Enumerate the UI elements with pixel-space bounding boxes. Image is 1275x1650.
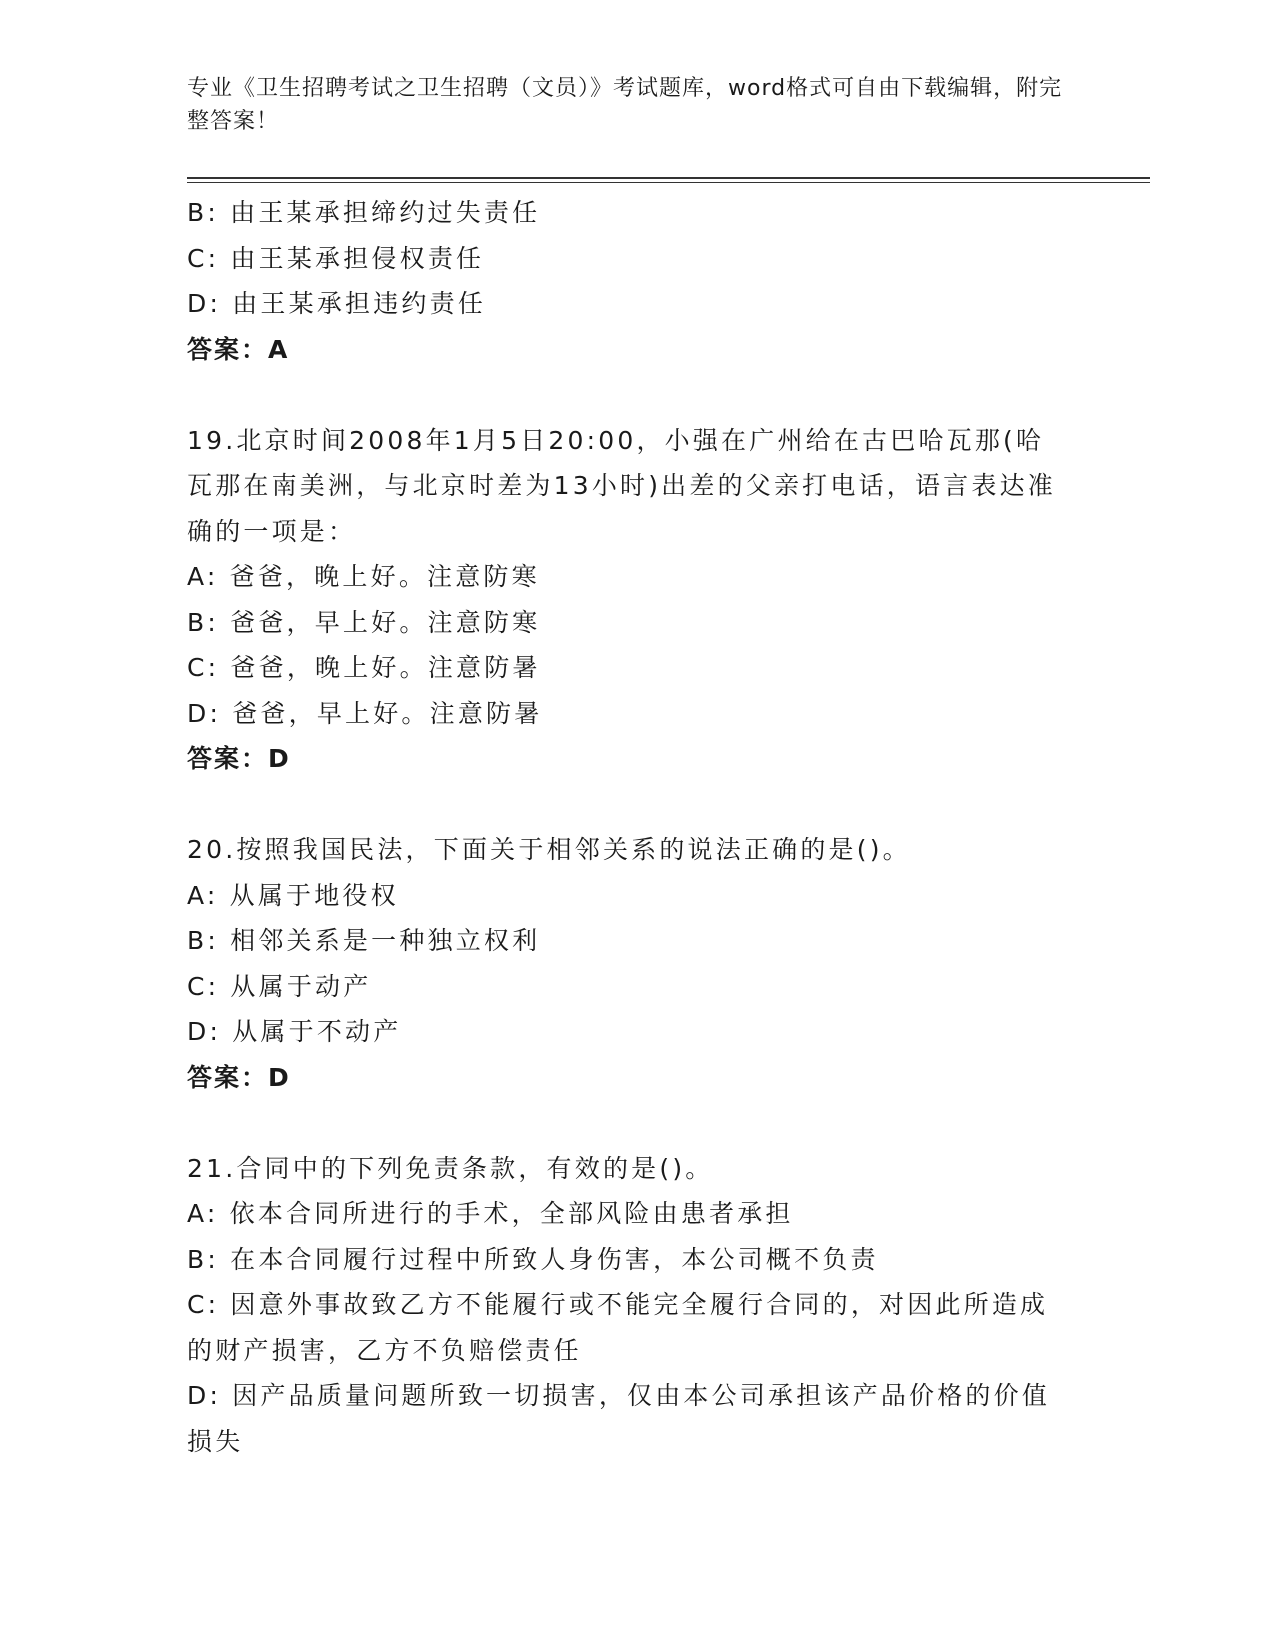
option-b: B: 爸爸，早上好。注意防寒 [187,607,541,637]
option-c: C: 从属于动产 [187,971,372,1001]
option-c: C: 由王某承担侵权责任 [187,243,485,273]
question-20-stem: 20.按照我国民法，下面关于相邻关系的说法正确的是()。 [187,835,911,864]
question-19-stem: 19.北京时间2008年1月5日20:00，小强在广州给在古巴哈瓦那(哈瓦那在南美洲，与北京时差为13小时)出差的父亲打电话，语言表达准确的一项是： [187,425,1056,546]
option-d: D: 爸爸，早上好。注意防暑 [187,698,543,728]
answer-label: 答案：D [187,744,291,773]
option-a: A: 爸爸，晚上好。注意防寒 [187,562,540,591]
option-c: C: 因意外事故致乙方不能履行或不能完全履行合同的，对因此所造成的财产损害，乙方不负赔偿责任 [187,1290,1049,1365]
option-a: A: 从属于地役权 [187,880,399,910]
option-d: D: 从属于不动产 [187,1017,402,1046]
answer-label: 答案：A [187,334,290,364]
header-rule-thin [187,182,1150,183]
question-21-stem: 21.合同中的下列免责条款，有效的是()。 [187,1153,714,1183]
option-b: B: 在本合同履行过程中所致人身伤害，本公司概不负责 [187,1244,879,1274]
header-rule-thick [187,177,1150,179]
answer-label: 答案：D [187,1062,291,1092]
question-content [187,190,1067,1464]
option-a: A: 依本合同所进行的手术，全部风险由患者承担 [187,1199,794,1228]
option-c: C: 爸爸，晚上好。注意防暑 [187,653,541,682]
option-d: D: 由王某承担违约责任 [187,289,487,318]
question-21-block [187,1146,1067,1465]
question-20-block [187,827,1067,1100]
option-b: B: 由王某承担缔约过失责任 [187,198,541,227]
option-b: B: 相邻关系是一种独立权利 [187,926,541,955]
document-header: 专业《卫生招聘考试之卫生招聘（文员）》考试题库，word格式可自由下载编辑，附完整答案！ [187,76,1063,134]
option-d: D: 因产品质量问题所致一切损害，仅由本公司承担该产品价格的价值损失 [187,1381,1051,1456]
question-19-block [187,418,1067,782]
previous-question-block [187,190,1067,372]
